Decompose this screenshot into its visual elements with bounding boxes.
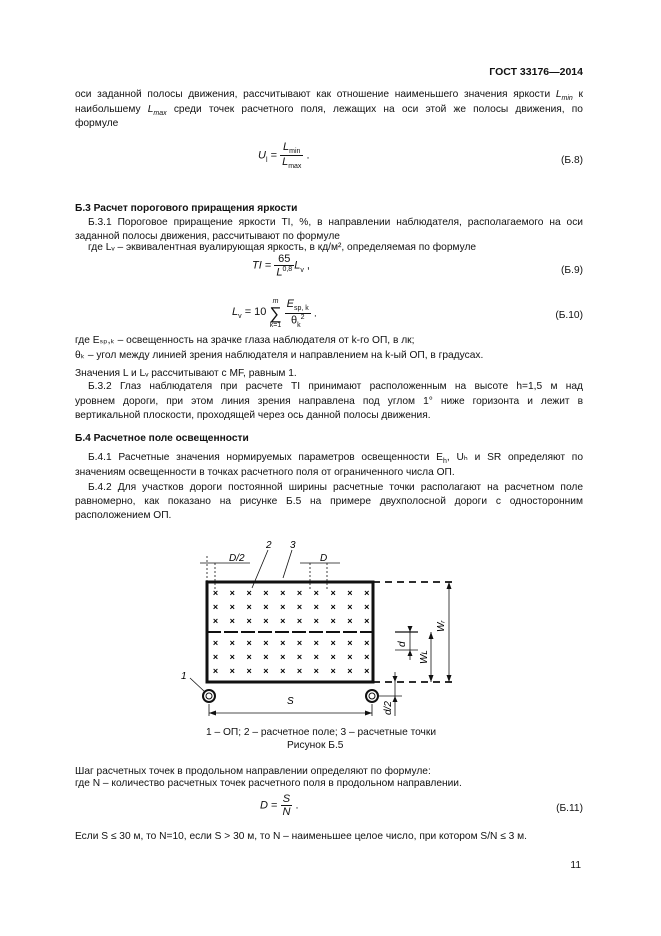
label-S: S xyxy=(287,696,294,707)
calculation-point: × xyxy=(347,616,353,626)
equation-b10: $L_v = 10$ m ∑ k=1 $\frac{E_{sp, k}}{\theta_k^2}$ . xyxy=(232,298,317,329)
calculation-point: × xyxy=(280,588,286,598)
calculation-point: × xyxy=(263,638,269,648)
calculation-point: × xyxy=(347,602,353,612)
calculation-point: × xyxy=(296,666,303,676)
calculation-point: × xyxy=(212,638,219,648)
calculation-point: × xyxy=(330,602,336,612)
equation-b11: D = $\frac{S}{N}$ . xyxy=(260,793,299,818)
calculation-point: × xyxy=(313,588,319,598)
b3-p1-line1: Б.3.1 Пороговое приращение яркости TI, %, в направлении наблюдателя, располагаемого на оси xyxy=(88,217,583,228)
calculation-point: × xyxy=(330,616,336,626)
calculation-point: × xyxy=(280,602,286,612)
def-theta: θₖ – угол между линией зрения наблюдателя и направлением на k-ый ОП, в градусах. xyxy=(75,350,484,361)
calculation-point: × xyxy=(212,616,219,626)
calculation-point: × xyxy=(296,638,303,648)
calculation-point: × xyxy=(347,666,353,676)
b3-lv-definition: где Lᵥ – эквивалентная вуалирующая яркость, в кд/м², определяемая по формуле xyxy=(88,242,477,253)
final-condition: Если S ≤ 30 м, то N=10, если S > 30 м, то N – наименьшее целое число, при котором S/N ≤ 3 м. xyxy=(75,831,527,842)
intro-line-3: формуле xyxy=(75,118,119,129)
calculation-point: × xyxy=(263,616,269,626)
equation-b8: $U_l$ = $\frac{L_{min}}{L_{max}}$ . xyxy=(258,141,310,171)
label-d-half-vertical: d/2 xyxy=(383,701,394,715)
calculation-point: × xyxy=(280,666,286,676)
equation-b8-number: (Б.8) xyxy=(561,155,583,166)
calculation-point: × xyxy=(330,652,336,662)
equation-b11-number: (Б.11) xyxy=(556,803,583,814)
equation-b10-number: (Б.10) xyxy=(555,310,583,321)
b41-line1: Б.4.1 Расчетные значения нормируемых параметров освещенности $E_h$, Uₕ и SR определяют по xyxy=(88,452,583,466)
label-WL: Wʟ xyxy=(419,650,430,664)
calculation-point: × xyxy=(364,652,370,662)
calculation-point: × xyxy=(246,638,252,648)
calculation-point: × xyxy=(263,602,269,612)
b32-line2: уровнем дороги, при этом линия зрения направлена под углом 1° ниже горизонта и лежит в xyxy=(75,396,583,407)
calculation-point: × xyxy=(246,602,252,612)
calculation-point: × xyxy=(330,638,336,648)
calculation-point: × xyxy=(229,638,235,648)
b32-line3: вертикальной плоскости, проходящей через ось данной полосы движения. xyxy=(75,410,431,421)
equation-b9-number: (Б.9) xyxy=(561,265,583,276)
luminaire-right xyxy=(366,690,378,702)
calculation-point: × xyxy=(229,616,235,626)
document-code: ГОСТ 33176—2014 xyxy=(489,66,583,78)
calculation-point: × xyxy=(229,666,235,676)
def-mf: Значения L и Lᵥ рассчитывают с MF, равным 1. xyxy=(75,368,297,379)
calculation-point: × xyxy=(212,602,219,612)
b42-line1: Б.4.2 Для участков дороги постоянной ширины расчетные точки располагают на расчетном поле xyxy=(88,482,583,493)
calculation-point: × xyxy=(347,638,353,648)
calculation-point: × xyxy=(313,616,319,626)
calculation-point: × xyxy=(313,652,319,662)
calculation-point: × xyxy=(280,616,286,626)
section-b4-title: Б.4 Расчетное поле освещенности xyxy=(75,433,249,444)
b41-line2: значениям освещенности в точках расчетного поля от ограниченного числа ОП. xyxy=(75,467,455,478)
calculation-point: × xyxy=(313,602,319,612)
calculation-point: × xyxy=(313,666,319,676)
figure-legend: 1 – ОП; 2 – расчетное поле; 3 – расчетные точки xyxy=(206,727,437,738)
calculation-point: × xyxy=(263,588,269,598)
section-b3-title: Б.3 Расчет порогового приращения яркости xyxy=(75,203,298,214)
b32-line1: Б.3.2 Глаз наблюдателя при расчете TI принимают расположенным на высоте h=1,5 м над xyxy=(88,381,583,392)
step-line-2: где N – количество расчетных точек расчетного поля в продольном направлении. xyxy=(75,778,462,789)
calculation-point: × xyxy=(347,652,353,662)
calculation-point: × xyxy=(229,602,235,612)
calculation-point: × xyxy=(330,588,336,598)
b42-line2: равномерно, как показано на рисунке Б.5 на примере двухполосной дороги с односторонним xyxy=(75,496,583,507)
equation-b9: TI = $\frac{65}{L^{0,8}}$ $L_v$ , xyxy=(252,253,310,279)
calculation-point: × xyxy=(296,602,303,612)
figure-title: Рисунок Б.5 xyxy=(287,740,344,751)
page-number: 11 xyxy=(570,860,581,871)
calculation-point: × xyxy=(296,588,303,598)
calculation-point: × xyxy=(364,638,370,648)
calculation-point: × xyxy=(212,588,219,598)
calculation-point: × xyxy=(296,616,303,626)
calculation-point: × xyxy=(263,666,269,676)
calculation-point: × xyxy=(246,652,252,662)
label-Wr: Wᵣ xyxy=(436,620,447,632)
calculation-point: × xyxy=(364,616,370,626)
intro-line-2: наибольшему $L_{max}$ среди точек расчетного поля, лежащих на оси этой же полосы движения, по xyxy=(75,104,583,118)
calculation-point: × xyxy=(263,652,269,662)
calculation-point: × xyxy=(330,666,336,676)
calculation-point: × xyxy=(246,666,252,676)
calculation-point: × xyxy=(246,616,252,626)
calculation-point: × xyxy=(296,652,303,662)
calculation-point: × xyxy=(212,652,219,662)
calculation-point: × xyxy=(364,602,370,612)
b42-line3: расположением ОП. xyxy=(75,510,172,521)
label-3: 3 xyxy=(290,540,296,551)
def-esp: где Eₛₚ,ₖ – освещенность на зрачке глаза наблюдателя от k-го ОП, в лк; xyxy=(75,335,415,346)
step-line-1: Шаг расчетных точек в продольном направлении определяют по формуле: xyxy=(75,766,431,777)
intro-line-1: оси заданной полосы движения, рассчитывают как отношение наименьшего значения яркости $L_{min}$ к xyxy=(75,89,583,103)
calculation-point: × xyxy=(229,588,235,598)
label-2: 2 xyxy=(266,540,272,551)
calculation-point: × xyxy=(280,652,286,662)
label-d: d xyxy=(397,641,408,647)
calculation-point: × xyxy=(347,588,353,598)
calculation-point: × xyxy=(246,588,252,598)
calculation-point: × xyxy=(364,666,370,676)
calculation-point: × xyxy=(364,588,370,598)
calculation-point: × xyxy=(229,652,235,662)
calculation-point: × xyxy=(280,638,286,648)
label-d-half: D/2 xyxy=(229,553,245,564)
label-1: 1 xyxy=(181,671,187,682)
b3-p1-line2: заданной полосы движения, рассчитывают по формуле xyxy=(75,231,340,242)
calculation-point: × xyxy=(212,666,219,676)
calculation-point: × xyxy=(313,638,319,648)
label-D: D xyxy=(320,553,328,564)
